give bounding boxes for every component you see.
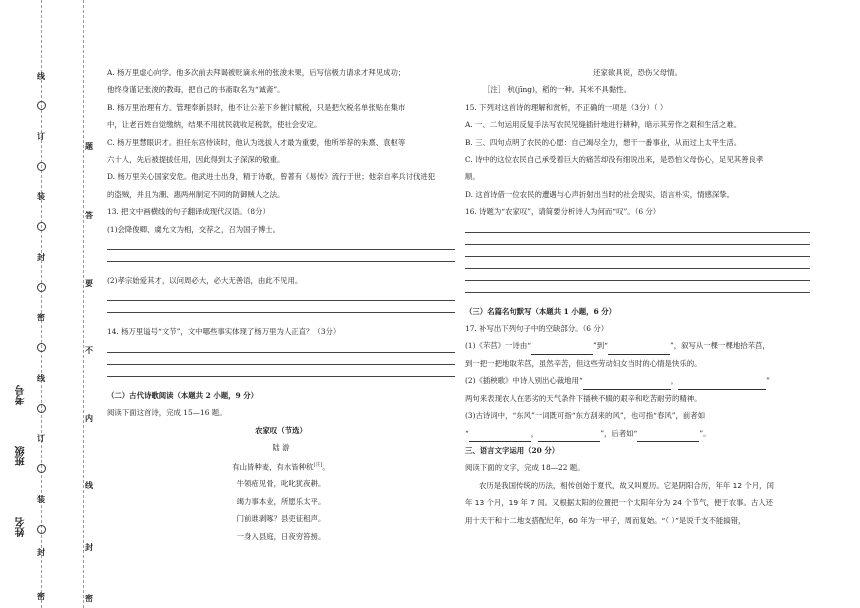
question-13-part-1: (1)会降俊卿、虞允文为相，交荐之，召为国子博士。 <box>107 224 281 234</box>
binding-hole <box>37 464 46 473</box>
question-15-option-d: D. 这首诗借一位农民的遭遇与心声折射出当时的社会现实，语言朴实，情感深挚。 <box>465 189 735 199</box>
q17-1-text-a: (1)《芣苢》一诗由“ <box>465 341 531 351</box>
section-3-heading: （三）名篇名句默写（本题共 1 小题，6 分） <box>465 306 617 316</box>
question-17-part-2-cont: 两句来表现农人在恶劣的天气条件下插秧不辍的艰辛和吃苦耐劳的精神。 <box>465 393 702 403</box>
q17-2-text-c: ” <box>766 376 770 386</box>
answer-line[interactable] <box>107 261 455 262</box>
right-column <box>465 64 810 529</box>
question-17-part-3: (3)古诗词中，“东风”一词既可指“东方刮来的风”，也可指“春风”，前者如 <box>465 411 706 421</box>
binding-margin-char: 封 <box>37 252 45 262</box>
option-a-line2: 他终身谨记张浚的教诲，把自己的书斋取名为“诚斋”。 <box>107 85 285 95</box>
poem-line-5: 一身入县庭，日夜穷笞搒。 <box>236 531 326 541</box>
binding-hole <box>37 283 46 292</box>
question-15: 15. 下列对这首诗的理解和赏析，不正确的一项是（3分）（ ） <box>465 102 668 112</box>
binding-warning-char: 封 <box>85 542 93 552</box>
option-a-line1: A. 杨万里虚心向学。他多次前去拜谒被贬谪永州的张浚未果，后写信极力请求才拜见成功； <box>107 68 406 77</box>
option-c-line2: 六十人，先后被提拔任用，因此得到太子深深的敬重。 <box>107 155 285 165</box>
binding-hole <box>37 404 46 413</box>
passage-line-3: 用十天干和十二地支搭配纪年，60 年为一甲子，周而复始。“（ ）”是说千支不能搞错， <box>465 515 746 525</box>
q17-2-text-b: ， <box>670 376 679 386</box>
question-15-option-c-line2: 顺。 <box>465 172 480 182</box>
binding-warning-char: 内 <box>85 413 93 423</box>
fill-blank[interactable] <box>608 346 670 355</box>
fill-blank[interactable] <box>637 433 699 442</box>
name-label: 姓名 <box>16 517 27 537</box>
binding-hole <box>37 343 46 352</box>
question-15-option-a: A. 一、二句运用反复手法写农民见缝插针地进行耕种，暗示其劳作之艰和生活之难。 <box>465 120 742 130</box>
binding-margin-char: 密 <box>37 591 45 601</box>
poem-note-marker: [注] <box>313 461 323 468</box>
language-intro: 阅读下面的文字，完成 18—22 题。 <box>465 463 585 473</box>
section-2-intro: 阅读下面这首诗，完成 15—16 题。 <box>107 408 227 418</box>
question-17-part-1 <box>465 337 810 354</box>
poem-line-1-text: 有山皆种麦，有水皆种秔 <box>232 461 314 471</box>
answer-line[interactable] <box>107 364 455 365</box>
answer-line[interactable] <box>107 376 455 377</box>
question-17-part-1-cont: 到一把一把地取芣苢，虽然辛苦，但这些劳动妇女当时的心情是快乐的。 <box>465 358 702 368</box>
binding-warning-char: 密 <box>85 593 93 603</box>
q17-3-text-c: ， <box>530 428 539 438</box>
binding-warning-char: 线 <box>85 480 93 490</box>
section-language-heading: 三、语言文字运用（20 分） <box>465 445 560 455</box>
poem-author: 陆 游 <box>272 443 290 453</box>
question-16: 16. 诗题为“农家叹”，请简要分析诗人为何而“叹”。（6 分） <box>465 207 661 217</box>
binding-margin-char: 线 <box>37 71 45 81</box>
q17-2-text-a: (2)《插秧歌》中诗人别出心裁地用“ <box>465 376 583 386</box>
binding-margin-char: 装 <box>37 191 45 201</box>
binding-warning-char: 题 <box>85 141 93 151</box>
binding-hole <box>37 525 46 534</box>
option-b-line2: 中，让老百姓自觉缴纳，结果不用扰民就收足税款，使社会安定。 <box>107 120 322 130</box>
question-17-part-3-cont <box>465 425 810 442</box>
binding-margin-char: 订 <box>37 433 45 443</box>
answer-line[interactable] <box>107 249 455 250</box>
fill-blank[interactable] <box>678 381 766 390</box>
answer-line[interactable] <box>465 256 810 257</box>
option-d-line2: 的盗贼，并且为潮、惠两州制定不同的防御贼人之法。 <box>107 189 285 199</box>
poem-note: ［注］ 秔(jīng)，稻的一种。其米不具黏性。 <box>483 85 631 95</box>
left-column <box>107 64 455 545</box>
question-17-part-2 <box>465 372 810 389</box>
binding-margin <box>0 0 98 608</box>
answer-line[interactable] <box>465 244 810 245</box>
binding-hole <box>37 222 46 231</box>
fill-blank[interactable] <box>531 346 593 355</box>
passage-line-1: 农历是我国传统的历法，相传创始于夏代，故又叫夏历。它是阴阳合历，年年 12 个月，闰 <box>479 480 774 490</box>
option-d-line1: D. 杨万里关心国家安危。他武进士出身，精于诗歌，曾著有《易传》流行于世；他亲自率兵讨伐进犯 <box>107 172 436 182</box>
q17-3-text-e: ”。 <box>699 428 711 438</box>
poem-line-1 <box>107 457 455 476</box>
binding-margin-char: 封 <box>37 547 45 557</box>
option-c-line1: C. 杨万里慧眼识才。担任东宫侍读时，他认为选拔人才最为重要，他所举荐的朱熹、袁枢等 <box>107 137 406 147</box>
section-2-heading: （二）古代诗歌阅读（本题共 2 小题，9 分） <box>107 390 259 400</box>
q17-3-text-b: “ <box>465 428 469 438</box>
binding-dash-line-outer <box>41 0 42 608</box>
binding-warning-char: 要 <box>85 278 93 288</box>
binding-warning-char: 答 <box>85 210 93 220</box>
answer-line[interactable] <box>465 268 810 269</box>
poem-title: 农家叹（节选） <box>255 425 307 435</box>
q17-1-text-c: ”，叙写从一棵一棵地拾芣苢， <box>669 341 770 351</box>
binding-dash-line-inner <box>83 0 84 608</box>
question-13: 13. 把文中画横线的句子翻译成现代汉语。（8分） <box>107 207 270 217</box>
fill-blank[interactable] <box>583 381 671 390</box>
answer-line[interactable] <box>465 232 810 233</box>
binding-margin-char: 装 <box>37 494 45 504</box>
answer-line[interactable] <box>107 352 455 353</box>
exam-number-label: 考号 <box>16 385 27 405</box>
q17-1-text-b: ”到“ <box>592 341 608 351</box>
binding-hole <box>37 162 46 171</box>
q17-3-text-d: ”，后者如“ <box>600 428 638 438</box>
class-label: 班级 <box>16 446 27 466</box>
binding-warning-char: 不 <box>85 345 93 355</box>
question-13-part-2: (2)孝宗始爱其才，以问周必大，必大无善语，由此不见用。 <box>107 276 303 286</box>
answer-line[interactable] <box>107 300 455 301</box>
poem-line-1-end: 。 <box>322 461 330 471</box>
poem-line-3: 竭力事本业，所愿乐太平。 <box>236 496 326 506</box>
question-15-option-b: B. 三、四句点明了农民的心愿：自己竭尽全力，想干一番事业，从而过上太平生活。 <box>465 137 742 147</box>
fill-blank[interactable] <box>469 433 531 442</box>
answer-line[interactable] <box>107 312 455 313</box>
binding-hole <box>37 101 46 110</box>
poem-line-4: 门前谁剥啄？县吏征租声。 <box>236 514 326 524</box>
option-b-line1: B. 杨万里治理有方。管理奉新县时，他不让公差下乡催讨赋税，只是把欠税名单张贴在集市 <box>107 102 406 112</box>
answer-line[interactable] <box>465 292 810 293</box>
binding-margin-char: 订 <box>37 131 45 141</box>
binding-margin-char: 线 <box>37 373 45 383</box>
question-14: 14. 杨万里谥号“文节”，文中哪些事实体现了杨万里为人正直？（3分） <box>107 327 341 337</box>
question-17: 17. 补写出下列句子中的空缺部分。（6 分） <box>465 324 609 334</box>
fill-blank[interactable] <box>538 433 600 442</box>
binding-margin-char: 密 <box>37 312 45 322</box>
answer-line[interactable] <box>465 280 810 281</box>
poem-line-last: 还家欲具说，恐伤父母情。 <box>593 68 682 77</box>
question-15-option-c-line1: C. 诗中的这位农民自己承受着巨大的痛苦却没有细说出来，是恐怕父母伤心，足见其善良孝 <box>465 155 764 165</box>
poem-line-2: 牛领疮见骨，叱叱犹夜耕。 <box>236 479 326 489</box>
passage-line-2: 年 13 个月，19 年 7 闰。又根据太阳的位置把一个太阳年分为 24 个节气，便于农事。古人还 <box>465 498 774 508</box>
